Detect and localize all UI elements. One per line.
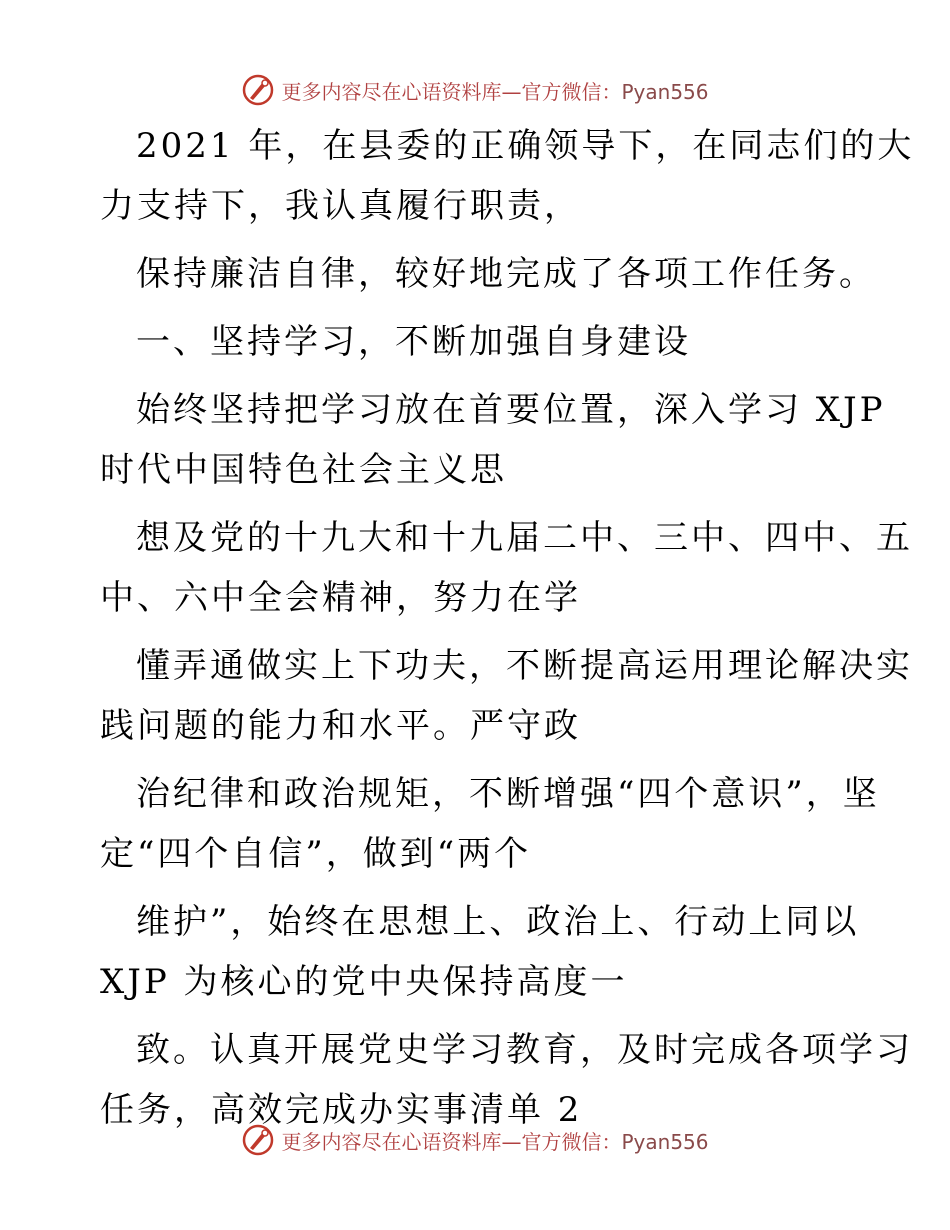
text-line: 任务，高效完成办实事清单 2 — [100, 1090, 583, 1130]
text-line: 始终坚持把学习放在首要位置，深入学习 XJP — [136, 390, 886, 430]
text-line: 懂弄通做实上下功夫，不断提高运用理论解决实 — [136, 646, 913, 686]
text-line: 2021 年，在县委的正确领导下，在同志们的大 — [136, 126, 915, 166]
text-line: 践问题的能力和水平。严守政 — [100, 706, 581, 746]
page-footer-banner — [0, 1120, 950, 1160]
section-heading: 一、坚持学习，不断加强自身建设 — [136, 322, 691, 362]
text-line: 时代中国特色社会主义思 — [100, 450, 507, 490]
footer-banner-label: 更多内容尽在心语资料库—官方微信： — [281, 1129, 622, 1154]
quill-logo-icon — [241, 73, 275, 107]
text-line: 定“四个自信”，做到“两个 — [100, 834, 532, 874]
header-banner-text — [281, 76, 708, 105]
footer-banner-text — [281, 1126, 708, 1155]
text-line: 保持廉洁自律，较好地完成了各项工作任务。 — [136, 254, 876, 294]
text-line: 治纪律和政治规矩，不断增强“四个意识”，坚 — [136, 774, 880, 814]
page-header-banner — [0, 70, 950, 110]
quill-logo-icon — [241, 1123, 275, 1157]
text-line: 中、六中全会精神，努力在学 — [100, 578, 581, 618]
text-line: 想及党的十九大和十九届二中、三中、四中、五 — [136, 518, 913, 558]
text-line: 力支持下，我认真履行职责， — [100, 186, 581, 226]
header-wechat-id: Pyan556 — [621, 79, 709, 104]
footer-wechat-id: Pyan556 — [621, 1129, 709, 1154]
text-line: XJP 为核心的党中央保持高度一 — [100, 962, 628, 1002]
text-line: 维护”，始终在思想上、政治上、行动上同以 — [136, 902, 860, 942]
text-line: 致。认真开展党史学习教育，及时完成各项学习 — [136, 1030, 913, 1070]
header-banner-label: 更多内容尽在心语资料库—官方微信： — [281, 79, 622, 104]
